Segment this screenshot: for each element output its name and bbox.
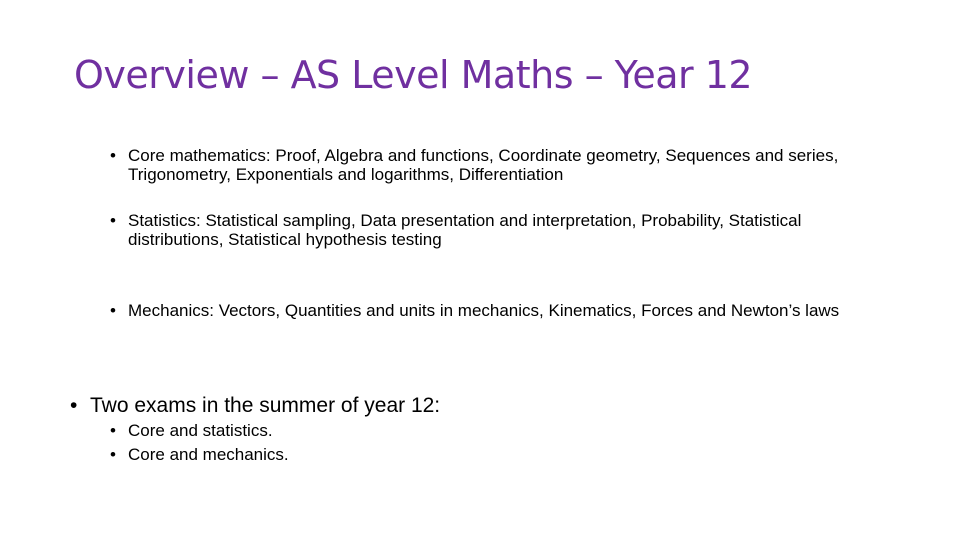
slide-title: Overview – AS Level Maths – Year 12 [74,53,753,97]
exam-sublist [110,419,890,467]
bullet-icon: • [110,445,116,464]
topic-list-core [110,146,890,184]
exams-heading: Two exams in the summer of year 12: [90,394,441,417]
exams-list [70,394,890,418]
topic-text: Core mathematics: Proof, Algebra and functions, Coordinate geometry, Sequences and series, Trigonometry, Exponentials and logarithms, Differentiation [128,146,839,184]
bullet-icon: • [110,301,116,320]
bullet-icon: • [110,211,116,230]
topic-list-mechanics [110,301,890,320]
exam-item [110,419,890,443]
bullet-icon: • [70,394,78,417]
topic-text: Mechanics: Vectors, Quantities and units in mechanics, Kinematics, Forces and Newton’s laws [128,301,840,320]
exam-text: Core and statistics. [128,421,273,440]
topic-item-statistics [110,211,890,249]
exam-item [110,443,890,467]
topic-item-core [110,146,890,184]
exam-text: Core and mechanics. [128,445,289,464]
topic-text: Statistics: Statistical sampling, Data presentation and interpretation, Probability, Statistical distributions, Statistical hypothesis testing [128,211,802,249]
bullet-icon: • [110,146,116,165]
topic-item-mechanics [110,301,890,320]
topic-list-statistics [110,211,890,249]
bullet-icon: • [110,421,116,440]
exams-heading-item [70,394,890,418]
